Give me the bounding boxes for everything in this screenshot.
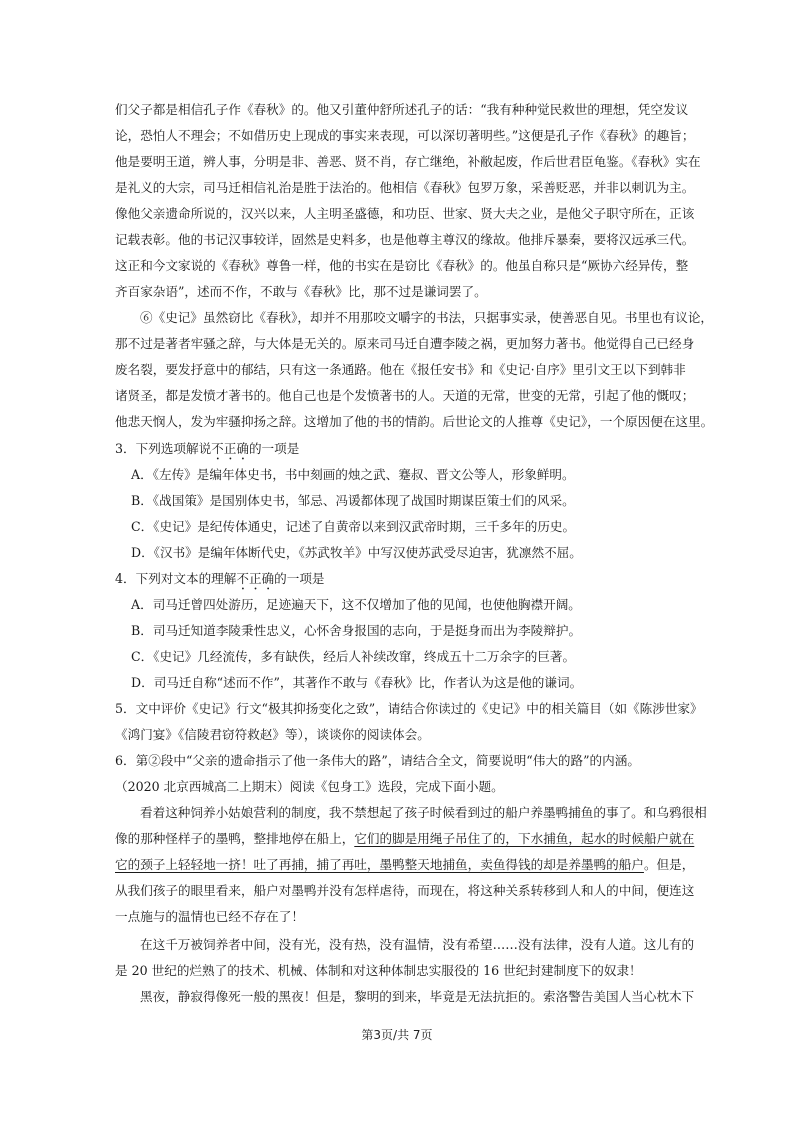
text-line: [115, 852, 695, 878]
text-line: 们父子都是相信孔子作《春秋》的。他又引董仲舒所述孔子的话：“我有种种觉民救世的理想，凭空发议: [115, 102, 689, 117]
option-b: B．司马迁知道李陵秉性忠义，心怀舍身报国的志向，于是挺身而出为李陵辩护。: [131, 623, 582, 638]
text-line: 从我们孩子的眼里看来，船户对墨鸭并没有怎样虐待，而现在，将这种关系转移到人和人的中间，便连这: [115, 883, 695, 898]
text-span: 像的那种怪样子的墨鸭，整排地停在船上，: [115, 831, 355, 846]
text-line: 一点施与的温情也已经不存在了！: [115, 909, 304, 924]
question-stem-cont: 《鸿门宴》《信陵君窃符救赵》等），谈谈你的阅读体会。: [115, 727, 430, 742]
underlined-text: 它的颈子上轻轻地一挤！吐了再捕，捕了再吐，墨鸭整天地捕鱼，卖鱼得钱的却是养墨鸭的船户: [115, 857, 644, 872]
text-line: 那不过是著者牢骚之辞，与大体是无关的。原来司马迁自遭李陵之祸，更加努力著书。他觉得自己已经身: [115, 336, 695, 351]
section-heading: （2020 北京西城高二上期末）阅读《包身工》选段，完成下面小题。: [115, 779, 504, 794]
passage-paragraph-continued: [115, 97, 701, 305]
question-4: [115, 566, 682, 696]
text-line: [115, 826, 695, 852]
text-line: 是礼义的大宗，司马迁相信礼治是胜于法治的。他相信《春秋》包罗万象，采善贬恶，并非以刺讥为主。: [115, 180, 695, 195]
text-line: 是 20 世纪的烂熟了的技术、机械、体制和对这种体制忠实服役的 16 世纪封建制度下的奴隶！: [115, 963, 642, 978]
question-stem: [115, 566, 682, 592]
section-intro: [115, 774, 682, 800]
option-d: D．《汉书》是编年体断代史，《苏武牧羊》中写汉使苏武受尽迫害，犹凛然不屈。: [131, 545, 582, 560]
text-line: 诸贤圣，都是发愤才著书的。他自己也是个发愤著书的人。天道的无常，世变的无常，引起了他的慨叹；: [115, 388, 695, 403]
option-c: C．《史记》是纪传体通史，记述了自黄帝以来到汉武帝时期，三千多年的历史。: [131, 519, 576, 534]
baoshengong-paragraph-3: [115, 984, 695, 1010]
underlined-text: 它们的脚是用绳子吊住了的，下水捕鱼，起水的时候船户就在: [354, 831, 695, 846]
question-stem: [115, 436, 682, 462]
text-line: 论，恐怕人不理会；不如借历史上现成的事实来表现，可以深切著明些。”这便是孔子作《春秋》的趣旨；: [115, 128, 695, 143]
question-stem: 6．第②段中“父亲的遗命指示了他一条伟大的路”，请结合全文，简要说明“伟大的路”的内涵。: [115, 753, 640, 768]
option-b: B．《战国策》是国别体史书，邹忌、冯谖都体现了战国时期谋臣策士们的风采。: [131, 493, 575, 508]
option-d: D．司马迁自称“述而不作”，其著作不敢与《春秋》比，作者认为这是他的谦词。: [131, 675, 583, 690]
option-a: A．《左传》是编年体史书，书中刻画的烛之武、蹇叔、晋文公等人，形象鲜明。: [131, 467, 575, 482]
page-number: 第3页/共 7页: [361, 1028, 433, 1042]
text-line: 记载表彰。他的书记汉事较详，固然是史料多，也是他尊主尊汉的缘故。他排斥暴秦，要将汉远承三代。: [115, 232, 695, 247]
emphasis-text: 不正确: [236, 571, 275, 586]
text-line: 齐百家杂语”，述而不作，不敢与《春秋》比，那不过是谦词罢了。: [115, 284, 487, 299]
stem-text: 的一项是: [248, 441, 300, 456]
emphasis-text: 不正确: [211, 441, 249, 456]
option-c: C．《史记》几经流传，多有缺佚，经后人补续改窜，终成五十二万余字的巨著。: [131, 649, 576, 664]
text-line: 他是要明王道，辨人事，分明是非、善恶、贤不肖，存亡继绝，补敝起废，作后世君臣龟鉴。《春秋》实在: [115, 154, 701, 169]
passage-paragraph-6: [115, 305, 714, 435]
text-line: 看着这种饲养小姑娘营利的制度，我不禁想起了孩子时候看到过的船户养墨鸭捕鱼的事了。和乌鸦很相: [140, 805, 707, 820]
text-line: 他悲天悯人，发为牢骚抑扬之辞。这增加了他的书的情韵。后世论文的人推尊《史记》，一个原因便在这里。: [115, 414, 714, 429]
baoshengong-paragraph-1: [115, 800, 707, 930]
text-line: 在这千万被饲养者中间，没有光，没有热，没有温情，没有希望……没有法律，没有人道。这儿有的: [140, 937, 695, 952]
question-stem: 5．文中评价《史记》行文“极其抑扬变化之致”，请结合你读过的《史记》中的相关篇目（如《陈涉世家》: [115, 701, 703, 716]
stem-text: 3．下列选项解说: [115, 441, 212, 456]
question-3: [115, 436, 682, 566]
option-a: A．司马迁曾四处游历，足迹遍天下，这不仅增加了他的见闻，也使他胸襟开阔。: [131, 597, 581, 612]
stem-text: 的一项是: [274, 571, 325, 586]
baoshengong-paragraph-2: [115, 932, 695, 984]
question-5: [115, 696, 703, 748]
text-line: 这正和今文家说的《春秋》尊鲁一样，他的书实在是窃比《春秋》的。他虽自称只是“厥协六经异传，整: [115, 258, 689, 273]
text-line: 黑夜，静寂得像死一般的黑夜！但是，黎明的到来，毕竟是无法抗拒的。索洛警告美国人当心枕木下: [140, 989, 695, 1004]
text-line: 像他父亲遗命所说的，汉兴以来，人主明圣盛德，和功臣、世家、贤大夫之业，是他父子职守所在，正该: [115, 206, 695, 221]
text-line: ⑥《史记》虽然窃比《春秋》，却并不用那咬文嚼字的书法，只据事实录，使善恶自见。书里也有议论，: [140, 310, 714, 325]
question-6: [115, 748, 682, 774]
stem-text: 4．下列对文本的理解: [115, 571, 237, 586]
text-line: 废名裂，要发抒意中的郁结，只有这一条通路。他在《报任安书》和《史记·自序》里引文王以下到韩非: [115, 362, 686, 377]
text-span: 。但是，: [643, 857, 695, 872]
